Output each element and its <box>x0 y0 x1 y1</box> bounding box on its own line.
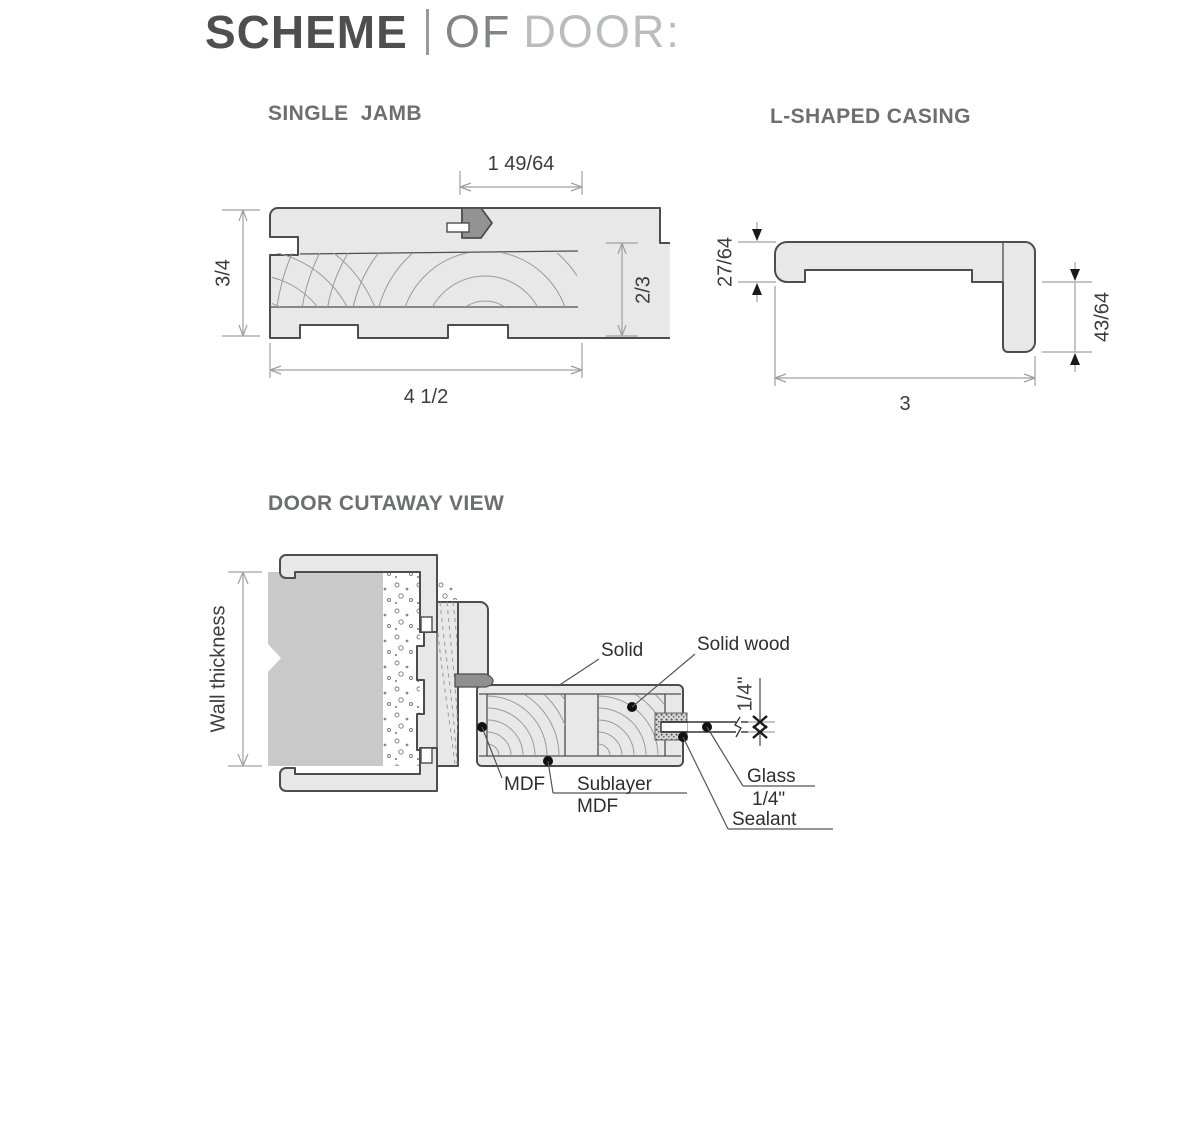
cutaway-seal-gasket <box>455 674 493 687</box>
casing-dim-left-label: 27/64 <box>714 236 737 288</box>
l-casing-heading: L-SHAPED CASING <box>770 105 971 128</box>
jamb-dim-top <box>460 153 582 195</box>
single-jamb-heading: SINGLE JAMB <box>268 102 422 125</box>
wall-thickness-dim <box>207 572 262 766</box>
title-primary: SCHEME <box>205 6 408 58</box>
leader-solid <box>558 659 599 686</box>
label-mdf: MDF <box>504 774 546 795</box>
jamb-dim-left-label: 3/4 <box>212 259 235 287</box>
single-jamb-diagram <box>200 140 670 425</box>
label-glass-line2: 1/4" <box>752 789 786 810</box>
l-casing-diagram <box>690 210 1130 420</box>
page-title <box>205 2 681 62</box>
glass-dim <box>734 677 775 746</box>
title-divider <box>426 9 429 55</box>
casing-dim-bottom <box>775 286 1035 415</box>
jamb-dim-bottom-label: 4 1/2 <box>403 386 449 408</box>
cutaway-diagram <box>195 528 975 858</box>
wall-thickness-label: Wall thickness <box>207 605 230 733</box>
title-tertiary: DOOR: <box>523 6 681 57</box>
jamb-dim-right-label: 2/3 <box>632 276 655 304</box>
casing-profile <box>775 242 1035 352</box>
casing-dim-bottom-label: 3 <box>899 393 911 415</box>
wall-block <box>268 572 383 766</box>
cutaway-heading: DOOR CUTAWAY VIEW <box>268 492 505 515</box>
casing-dim-right-label: 43/64 <box>1091 291 1114 343</box>
leader-dot-glass <box>702 722 712 732</box>
jamb-dim-bottom <box>270 343 582 408</box>
label-solid: Solid <box>601 640 644 661</box>
label-solid-wood: Solid wood <box>697 634 790 655</box>
door-stop <box>458 602 488 678</box>
casing-dim-left <box>714 222 776 302</box>
casing-dim-right <box>1042 262 1113 372</box>
title-secondary: OF <box>444 6 512 57</box>
glass-break-icon <box>735 717 741 737</box>
label-sublayer-line2: MDF <box>577 796 619 817</box>
label-sublayer-line1: Sublayer <box>577 774 652 795</box>
label-glass-line1: Glass <box>747 766 796 787</box>
glass-dim-label: 1/4" <box>734 676 757 712</box>
label-sealant: Sealant <box>732 809 797 830</box>
jamb-dim-top-label: 1 49/64 <box>487 153 555 175</box>
jamb-dim-left <box>212 210 260 336</box>
